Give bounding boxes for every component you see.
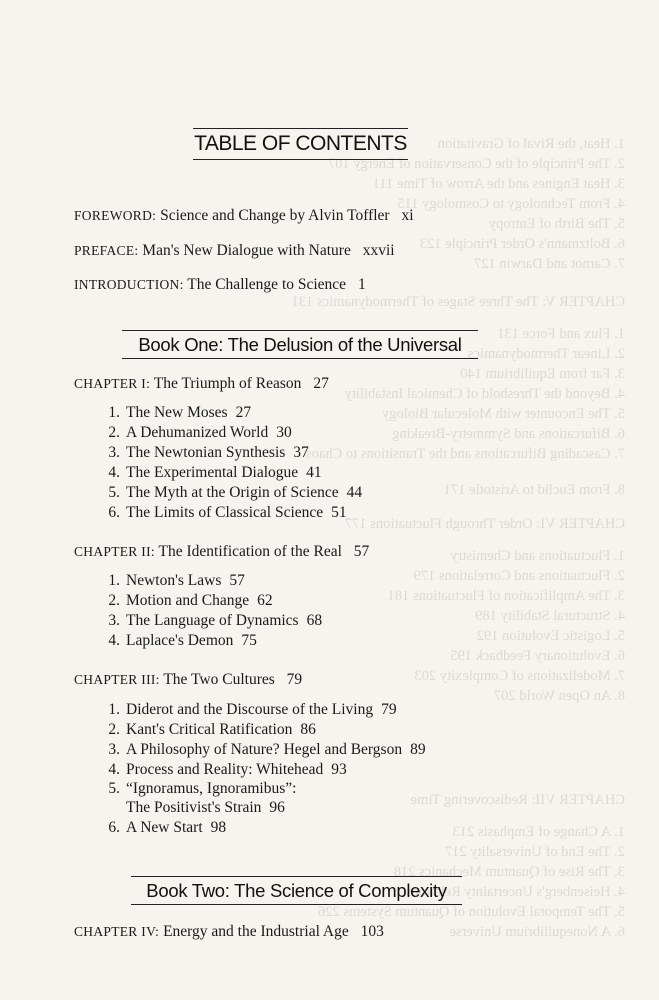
ghost-line: 4. Heisenberg's Uncertainty Relations — [406, 884, 625, 900]
section-number: 5. — [108, 484, 120, 501]
ghost-line: 7. Modelizations of Complexity 203 — [414, 668, 625, 684]
ghost-line: 6. Bifurcations and Symmetry-Breaking — [392, 426, 625, 442]
ghost-line: 3. The Amplification of Fluctuations 181 — [387, 588, 625, 604]
section-number: 1. — [108, 572, 120, 589]
book-rule-bottom — [122, 358, 478, 359]
page-title: TABLE OF CONTENTS — [194, 132, 407, 155]
ghost-line: 8. From Euclid to Aristotle 171 — [443, 482, 625, 498]
book-rule-top — [122, 330, 478, 331]
ghost-line: 5. Logistic Evolution 192 — [476, 628, 625, 644]
toc-title-block — [193, 128, 408, 160]
section-number: 3. — [108, 741, 120, 758]
ghost-line: 1. Fluctuations and Chemistry — [450, 548, 625, 564]
section-page: 62 — [257, 592, 273, 609]
ghost-line: 4. From Technology to Cosmology 115 — [397, 196, 625, 212]
section-page: 51 — [331, 504, 347, 521]
ghost-line: 1. A Change of Emphasis 213 — [452, 824, 625, 840]
chapter-label: CHAPTER II: — [74, 544, 155, 559]
chapter-page: 79 — [286, 671, 303, 688]
section-entry — [100, 591, 273, 611]
ghost-line: 6. A Nonequilibrium Universe — [449, 924, 625, 940]
introduction-entry — [74, 275, 366, 295]
ghost-line: 3. The Rise of Quantum Mechanics 218 — [393, 864, 625, 880]
book-title: Book Two: The Science of Complexity — [146, 880, 447, 901]
entry-label: INTRODUCTION: — [74, 277, 184, 292]
section-entry — [100, 779, 296, 799]
section-number: 4. — [108, 632, 120, 649]
ghost-line: 4. Structural Stability 189 — [475, 608, 625, 624]
section-title: The Experimental Dialogue — [126, 464, 299, 481]
ghost-line: 8. An Open World 207 — [493, 688, 625, 704]
section-page: 37 — [293, 444, 309, 461]
section-page: 68 — [306, 612, 323, 629]
chapter-title: The Identification of the Real — [158, 543, 342, 560]
section-page: 79 — [381, 701, 397, 718]
section-number: 2. — [108, 592, 120, 609]
entry-label: FOREWORD: — [74, 208, 157, 223]
section-page: 27 — [235, 404, 252, 421]
entry-title: Man's New Dialogue with Nature — [142, 242, 351, 259]
section-number: 6. — [108, 819, 120, 836]
ghost-line: 2. Fluctuations and Correlations 179 — [413, 568, 625, 584]
entry-page: xi — [401, 207, 414, 224]
section-entry — [100, 403, 251, 423]
section-number: 6. — [108, 504, 120, 521]
chapter-heading — [74, 374, 329, 394]
section-entry — [100, 760, 347, 780]
section-entry — [100, 740, 426, 760]
section-page: 98 — [210, 819, 227, 836]
ghost-line: 2. The Principle of the Conservation of Energy 107 — [327, 156, 625, 172]
book-title: Book One: The Delusion of the Universal — [138, 334, 462, 355]
chapter-page: 57 — [353, 543, 370, 560]
chapter-title: The Two Cultures — [163, 671, 275, 688]
section-title: Laplace's Demon — [126, 632, 234, 649]
ghost-line: 3. Heat Engines and the Arrow of Time 111 — [372, 176, 625, 192]
ghost-line: 5. The Temporal Evolution of Quantum Systems 226 — [318, 904, 625, 920]
chapter-title: Energy and the Industrial Age — [163, 923, 349, 940]
section-page: 86 — [300, 721, 316, 738]
section-number: 3. — [108, 444, 120, 461]
preface-entry — [74, 241, 395, 261]
section-page: 89 — [410, 741, 426, 758]
ghost-line: 3. Far from Equilibrium 140 — [460, 366, 625, 382]
section-number: 1. — [108, 701, 120, 718]
section-title: The Newtonian Synthesis — [126, 444, 286, 461]
book-two-heading — [131, 876, 462, 905]
title-rule-bottom — [193, 159, 408, 160]
section-page: 44 — [346, 484, 363, 501]
ghost-line: 7. Carnot and Darwin 127 — [473, 256, 625, 272]
section-entry — [100, 503, 347, 523]
ghost-line: CHAPTER V: The Three Stages of Thermodynamics 131 — [291, 294, 625, 310]
chapter-title: The Triumph of Reason — [153, 375, 302, 392]
chapter-label: CHAPTER I: — [74, 376, 151, 391]
section-title: Motion and Change — [126, 592, 250, 609]
section-number: 2. — [108, 424, 120, 441]
ghost-line: CHAPTER VII: Rediscovering Time — [410, 792, 625, 808]
book-rule-bottom — [131, 904, 462, 905]
chapter-heading — [74, 670, 302, 690]
section-number: 2. — [108, 721, 120, 738]
ghost-line: 5. The Birth of Entropy — [488, 216, 625, 232]
section-title: The Myth at the Origin of Science — [126, 484, 339, 501]
ghost-line: 1. Flux and Force 131 — [497, 326, 625, 342]
section-entry — [100, 611, 322, 631]
section-page: 93 — [331, 761, 347, 778]
chapter-heading — [74, 542, 369, 562]
ghost-line: 4. Beyond the Threshold of Chemical Instability — [344, 386, 625, 402]
section-entry — [100, 571, 245, 591]
section-number: 1. — [108, 404, 120, 421]
chapter-label: CHAPTER III: — [74, 672, 160, 687]
section-page: 30 — [276, 424, 292, 441]
ghost-line: 5. The Encounter with Molecular Biology — [382, 406, 625, 422]
ghost-line: 2. Linear Thermodynamics — [467, 346, 625, 362]
book-rule-top — [131, 876, 462, 877]
chapter-page: 27 — [313, 375, 329, 392]
section-number: 5. — [108, 780, 120, 797]
section-page: 57 — [229, 572, 245, 589]
section-entry — [100, 720, 316, 740]
entry-label: PREFACE: — [74, 243, 139, 258]
ghost-line: CHAPTER VI: Order Through Fluctuations 177 — [344, 516, 625, 532]
section-title: The Limits of Classical Science — [126, 504, 324, 521]
entry-page: 1 — [357, 276, 366, 293]
section-title: Kant's Critical Ratification — [126, 721, 293, 738]
section-title: A Philosophy of Nature? Hegel and Bergson — [126, 741, 403, 758]
section-title: The Language of Dynamics — [126, 612, 299, 629]
section-page: 41 — [306, 464, 322, 481]
section-title: Newton's Laws — [126, 572, 222, 589]
ghost-line: 7. Cascading Bifurcations and the Transitions to Chaos — [306, 446, 625, 462]
section-entry — [100, 818, 226, 838]
ghost-line: 2. The End of Universality 217 — [444, 844, 625, 860]
book-one-heading — [122, 330, 478, 359]
title-rule-top — [193, 128, 408, 129]
section-number: 4. — [108, 464, 120, 481]
section-title: A New Start — [126, 819, 203, 836]
chapter-heading — [74, 922, 384, 942]
section-entry — [100, 700, 397, 720]
section-entry — [100, 443, 309, 463]
section-entry — [100, 463, 322, 483]
section-title: Diderot and the Discourse of the Living — [126, 701, 374, 718]
ghost-line: 6. Boltzmann's Order Principle 123 — [419, 236, 625, 252]
section-entry — [100, 423, 292, 443]
section-title: The Positivist's Strain — [126, 799, 262, 816]
section-number: 3. — [108, 612, 120, 629]
section-title: Process and Reality: Whitehead — [126, 761, 324, 778]
section-number: 4. — [108, 761, 120, 778]
section-page: 75 — [241, 632, 257, 649]
chapter-label: CHAPTER IV: — [74, 924, 160, 939]
ghost-line: 1. Heat, the Rival of Gravitation — [437, 136, 625, 152]
section-entry — [100, 483, 362, 503]
section-entry — [100, 631, 257, 651]
section-title: “Ignoramus, Ignoramibus”: — [126, 780, 297, 797]
ghost-line: 6. Evolutionary Feedback 195 — [450, 648, 625, 664]
section-title: The New Moses — [126, 404, 228, 421]
foreword-entry — [74, 206, 414, 226]
section-entry-continuation — [126, 798, 285, 818]
chapter-page: 103 — [360, 923, 384, 940]
entry-title: The Challenge to Science — [187, 276, 347, 293]
section-title: A Dehumanized World — [126, 424, 269, 441]
section-page: 96 — [269, 799, 285, 816]
entry-page: xxvii — [362, 242, 395, 259]
entry-title: Science and Change by Alvin Toffler — [160, 207, 390, 224]
